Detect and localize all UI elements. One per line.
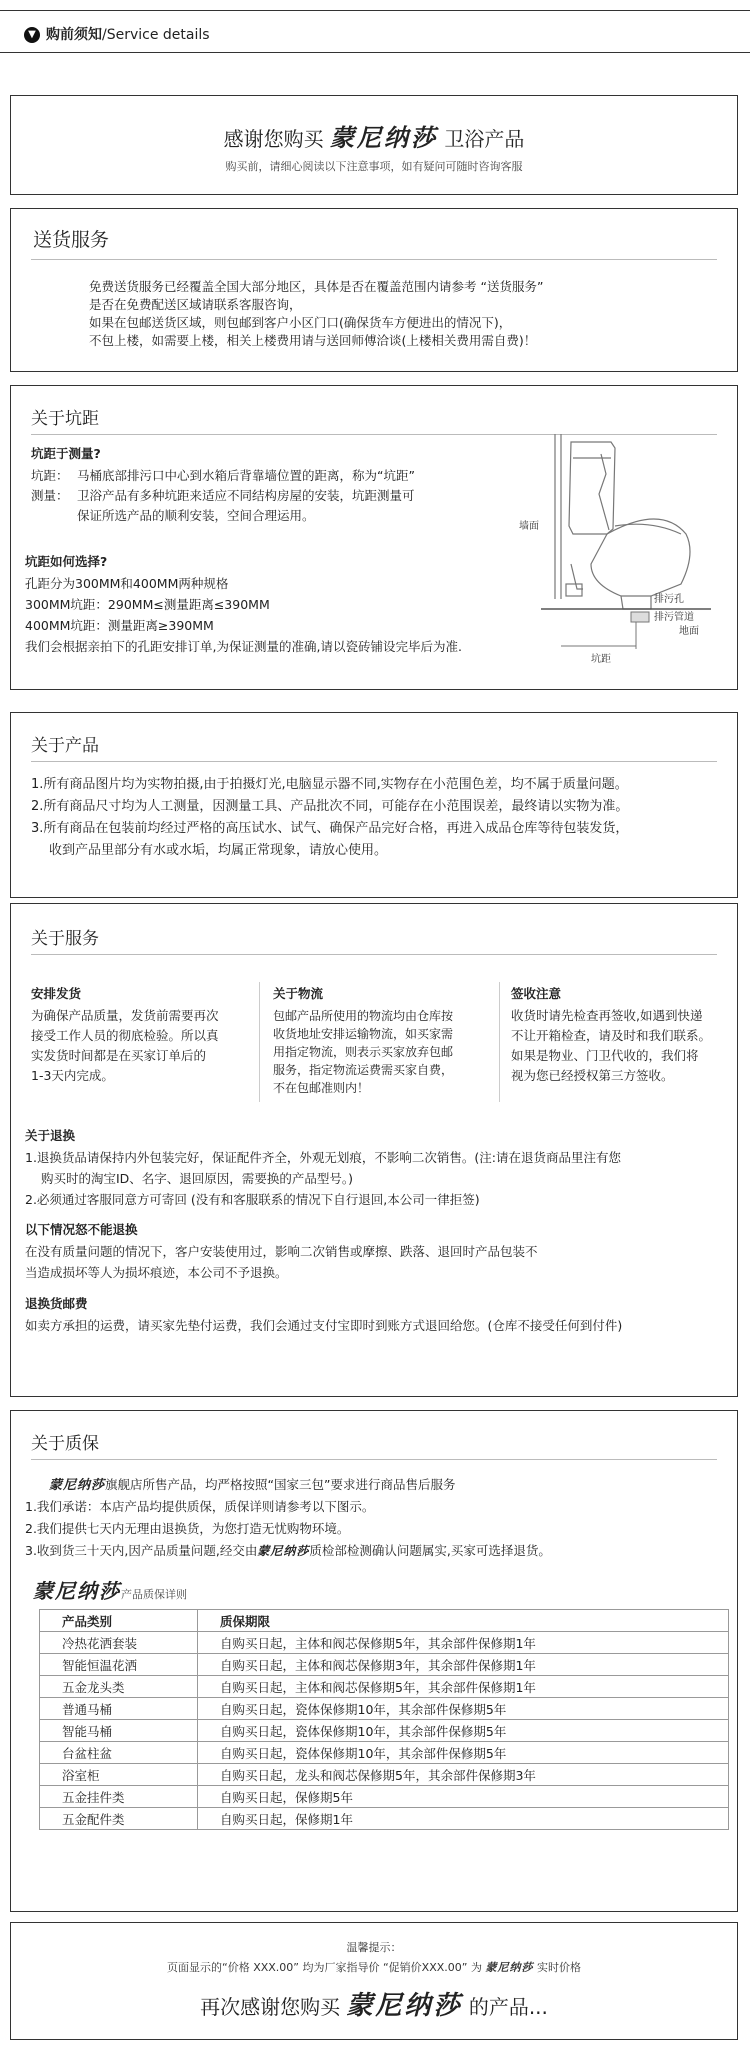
- footer-tip-a: 页面显示的“价格 XXX.00” 均为厂家指导价 “促销价XXX.00” 为: [167, 1961, 482, 1974]
- page-header: [0, 0, 750, 70]
- table-cell: 自购买日起，保修期5年: [198, 1786, 729, 1808]
- product-line-4: 收到产品里部分有水或水垢，均属正常现象，请放心使用。: [49, 843, 388, 858]
- diagram-outlet-label: 排污孔: [654, 594, 684, 605]
- pit-line-1: 马桶底部排污口中心到水箱后背靠墙位置的距离，称为“坑距”: [77, 468, 415, 483]
- footer-big-pre: 再次感谢您购买: [200, 1995, 341, 2019]
- table-cell: 五金配件类: [40, 1808, 198, 1830]
- pit-line-2b: 保证所选产品的顺利安装，空间合理运用。: [77, 508, 315, 523]
- product-box: [10, 712, 738, 898]
- table-row: [40, 1808, 729, 1830]
- toilet-diagram: [511, 434, 726, 674]
- footer-big-line: [11, 1985, 737, 2022]
- quality-line-1: 1.我们承诺：本店产品均提供质保，质保详则请参考以下图示。: [25, 1499, 375, 1514]
- return-line-3: 2.必须通过客服同意方可寄回 (没有和客服联系的情况下自行退回,本公司一律拒签): [25, 1192, 480, 1207]
- quality-divider: [31, 1459, 717, 1460]
- brand-logo: 蒙尼纳莎: [49, 1478, 106, 1493]
- header-title-cn: 购前须知: [46, 27, 102, 43]
- service-col-line: 用指定物流，则表示买家放弃包邮: [273, 1045, 454, 1059]
- table-row: [40, 1632, 729, 1654]
- table-row: [40, 1654, 729, 1676]
- service-col-line: 实发货时间都是在买家订单后的: [31, 1048, 207, 1063]
- service-col-head: 关于物流: [273, 986, 324, 1001]
- service-col-line: 服务，指定物流运费需买家自费，: [273, 1063, 454, 1077]
- footer-big-post: 的产品...: [468, 1995, 548, 2019]
- table-caption-text: 产品质保详则: [121, 1588, 187, 1601]
- noreturn-line-2: 当造成损坏等人为损坏痕迹，本公司不予退换。: [25, 1265, 288, 1280]
- noreturn-title: 以下情况怒不能退换: [25, 1222, 138, 1237]
- table-cell: 智能恒温花洒: [40, 1654, 198, 1676]
- brand-logo: 蒙尼纳莎: [346, 1991, 463, 2021]
- table-cell: 自购买日起，主体和阀芯保修期3年，其余部件保修期1年: [198, 1654, 729, 1676]
- diagram-pit-label: 坑距: [591, 654, 611, 665]
- pit-spec-4: 我们会根据亲拍下的孔距安排订单,为保证测量的准确,请以瓷砖铺设完毕后为准.: [25, 639, 462, 654]
- table-cell: 自购买日起，瓷体保修期10年，其余部件保修期5年: [198, 1698, 729, 1720]
- brand-logo: 蒙尼纳莎: [330, 123, 438, 152]
- brand-logo: 蒙尼纳莎: [485, 1961, 534, 1974]
- service-box: [10, 903, 738, 1397]
- return-line-2: 购买时的淘宝ID、名字、退回原因，需要换的产品型号。): [41, 1171, 353, 1186]
- delivery-divider: [31, 259, 717, 260]
- header-title-en: /Service details: [102, 27, 210, 43]
- table-row: [40, 1764, 729, 1786]
- header-title: [46, 25, 210, 45]
- pit-spec-3: 400MM坑距：测量距离≥390MM: [25, 618, 214, 633]
- service-col-line: 1-3天内完成。: [31, 1068, 114, 1083]
- table-header-row: [40, 1610, 729, 1632]
- thanks-post: 卫浴产品: [444, 127, 525, 151]
- delivery-box: [10, 208, 738, 372]
- pit-spec-2: 300MM坑距：290MM≤测量距离≤390MM: [25, 597, 270, 612]
- table-cell: 自购买日起，龙头和阀芯保修期5年，其余部件保修期3年: [198, 1764, 729, 1786]
- footer-tip-title: 温馨提示：: [346, 1941, 402, 1954]
- diagram-floor-label: 地面: [679, 626, 699, 637]
- diagram-pipe-label: 排污管道: [654, 612, 694, 623]
- service-col-line: 不让开箱检查，请及时和我们联系。: [511, 1028, 712, 1043]
- brand-logo: 蒙尼纳莎: [257, 1544, 310, 1558]
- table-caption: [33, 1575, 187, 1604]
- service-col-line: 接受工作人员的彻底检验。所以真: [31, 1028, 219, 1043]
- footer-tip-line: [11, 1959, 737, 1975]
- table-cell: 普通马桶: [40, 1698, 198, 1720]
- delivery-line-2: 是否在免费配送区域请联系客服咨询，: [89, 297, 302, 312]
- quality-title: 关于质保: [31, 1434, 99, 1454]
- product-title: 关于产品: [31, 736, 99, 756]
- noreturn-line-1: 在没有质量问题的情况下，客户安装使用过，影响二次销售或摩擦、跌落、退回时产品包装不: [25, 1244, 538, 1259]
- service-col-line: 如果是物业、门卫代收的，我们将: [511, 1048, 699, 1063]
- service-col-line: 不在包邮准则内！: [273, 1081, 370, 1095]
- pit-title: 关于坑距: [31, 409, 99, 429]
- diagram-wall-label: 墙面: [519, 521, 539, 532]
- quality-line-2: 2.我们提供七天内无理由退换货，为您打造无忧购物环境。: [25, 1521, 350, 1536]
- service-col-line: 为确保产品质量，发货前需要再次: [31, 1008, 219, 1023]
- table-cell: 自购买日起，保修期1年: [198, 1808, 729, 1830]
- product-line-3: 3.所有商品在包装前均经过严格的高压试水、试气、确保产品完好合格，再进入成品仓库等待包装发货，: [31, 821, 629, 836]
- table-cell: 浴室柜: [40, 1764, 198, 1786]
- table-cell: 智能马桶: [40, 1720, 198, 1742]
- table-row: [40, 1786, 729, 1808]
- pit-spec-1: 孔距分为300MM和400MM两种规格: [25, 576, 229, 591]
- service-col-divider: [499, 982, 500, 1102]
- footer-tip-b: 实时价格: [536, 1961, 581, 1974]
- table-cell: 五金龙头类: [40, 1676, 198, 1698]
- table-row: [40, 1742, 729, 1764]
- postage-line: 如卖方承担的运费，请买家先垫付运费，我们会通过支付宝即时到账方式退回给您。(仓库不接受任何到付件): [25, 1318, 623, 1333]
- footer-box: [10, 1922, 738, 2040]
- quality-box: [10, 1410, 738, 1912]
- service-title: 关于服务: [31, 929, 99, 949]
- thanks-headline: [11, 118, 737, 153]
- table-cell: 台盆柱盆: [40, 1742, 198, 1764]
- brand-logo: 蒙尼纳莎: [33, 1579, 121, 1603]
- table-row: [40, 1698, 729, 1720]
- product-line-1: 1.所有商品图片均为实物拍摄,由于拍摄灯光,电脑显示器不同,实物存在小范围色差，均不属于质量问题。: [31, 777, 628, 792]
- table-cell: 自购买日起，瓷体保修期10年，其余部件保修期5年: [198, 1720, 729, 1742]
- thanks-pre: 感谢您购买: [223, 127, 324, 151]
- table-cell: 自购买日起，主体和阀芯保修期5年，其余部件保修期1年: [198, 1676, 729, 1698]
- pit-question-1: 坑距于测量?: [31, 446, 101, 461]
- quality-line-3: [25, 1541, 551, 1561]
- product-line-2: 2.所有商品尺寸均为人工测量，因测量工具、产品批次不同，可能存在小范围误差，最终请以实物为准。: [31, 799, 629, 814]
- table-cell: 自购买日起，瓷体保修期10年，其余部件保修期5年: [198, 1742, 729, 1764]
- quality-line-3b: 质检部检测确认问题属实,买家可选择退货。: [309, 1543, 551, 1558]
- pit-line-2-label: 测量：: [31, 488, 69, 503]
- service-col-head: 签收注意: [511, 986, 562, 1001]
- service-divider: [31, 954, 717, 955]
- table-header-period: 质保期限: [198, 1610, 729, 1632]
- quality-intro-text: 旗舰店所售产品，均严格按照“国家三包”要求进行商品售后服务: [105, 1477, 456, 1492]
- delivery-line-3: 如果在包邮送货区域，则包邮到客户小区门口(确保货车方便进出的情况下)，: [89, 315, 512, 330]
- table-cell: 自购买日起，主体和阀芯保修期5年，其余部件保修期1年: [198, 1632, 729, 1654]
- table-cell: 五金挂件类: [40, 1786, 198, 1808]
- postage-title: 退换货邮费: [25, 1296, 88, 1311]
- chevron-down-icon: ▼: [24, 27, 40, 43]
- service-col-head: 安排发货: [31, 986, 82, 1001]
- thanks-box: [10, 95, 738, 195]
- service-col-divider: [259, 982, 260, 1102]
- toilet-drawing: [555, 434, 690, 609]
- service-col-line: 收货时请先检查再签收,如遇到快递: [511, 1008, 703, 1023]
- service-col-line: 收货地址安排运输物流，如买家需: [273, 1027, 454, 1041]
- warranty-table: [39, 1609, 729, 1830]
- delivery-line-1: 免费送货服务已经覆盖全国大部分地区，具体是否在覆盖范围内请参考 “送货服务”: [89, 279, 544, 294]
- pipe-shape: [631, 612, 649, 622]
- delivery-title: 送货服务: [33, 229, 110, 251]
- return-title: 关于退换: [25, 1128, 76, 1143]
- quality-line-3a: 3.收到货三十天内,因产品质量问题,经交由: [25, 1543, 258, 1558]
- table-row: [40, 1676, 729, 1698]
- header-top-line: [0, 10, 750, 11]
- service-col-line: 视为您已经授权第三方签收。: [511, 1068, 674, 1083]
- quality-intro: [49, 1475, 455, 1496]
- service-col-line: 包邮产品所使用的物流均由仓库按: [273, 1009, 454, 1023]
- delivery-line-4: 不包上楼，如需要上楼，相关上楼费用请与送回师傅洽谈(上楼相关费用需自费)！: [89, 333, 537, 348]
- pit-line-2a: 卫浴产品有多种坑距来适应不同结构房屋的安装，坑距测量可: [77, 488, 415, 503]
- return-line-1: 1.退换货品请保持内外包装完好，保证配件齐全，外观无划痕，不影响二次销售。(注:请在退货商品里注有您: [25, 1150, 622, 1165]
- pit-question-2: 坑距如何选择?: [25, 554, 108, 569]
- header-bottom-line: [0, 52, 750, 53]
- thanks-subtitle: 购买前，请细心阅读以下注意事项，如有疑问可随时咨询客服: [225, 160, 523, 173]
- product-divider: [31, 761, 717, 762]
- table-row: [40, 1720, 729, 1742]
- pit-box: [10, 385, 738, 690]
- table-header-category: 产品类别: [40, 1610, 198, 1632]
- table-cell: 冷热花洒套装: [40, 1632, 198, 1654]
- pit-line-1-label: 坑距：: [31, 468, 69, 483]
